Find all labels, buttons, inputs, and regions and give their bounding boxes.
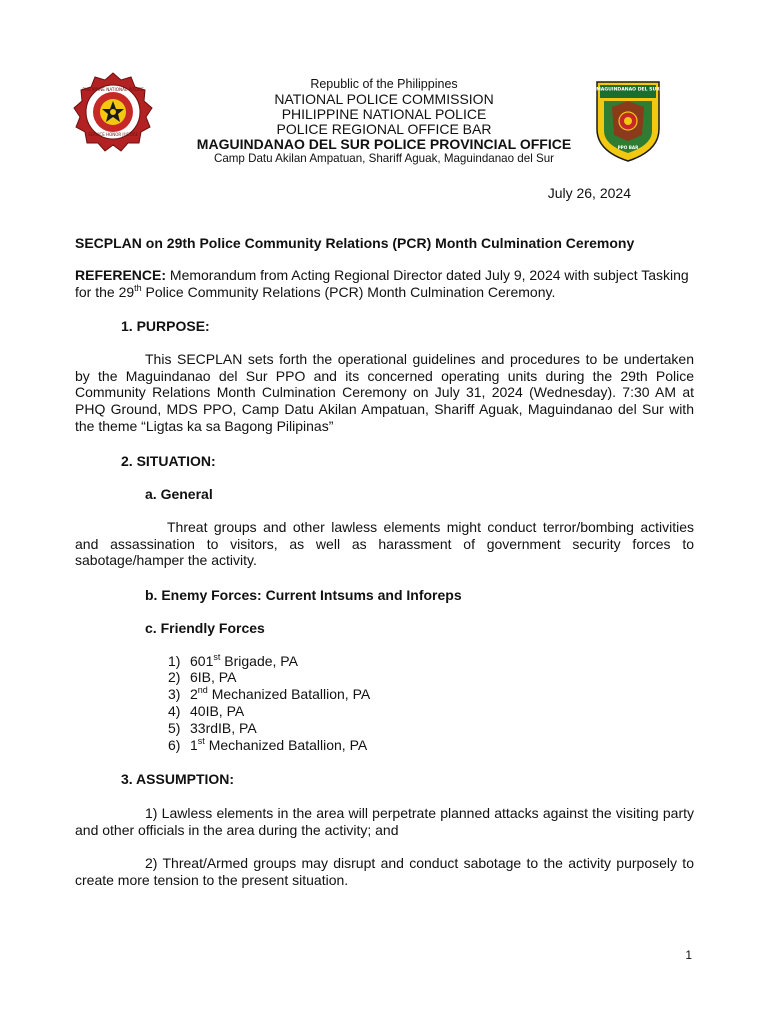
letterhead-napolcom: NATIONAL POLICE COMMISSION: [274, 91, 494, 107]
list-item: 6) 1st Mechanized Batallion, PA: [168, 736, 368, 753]
reference-label: REFERENCE:: [75, 267, 167, 283]
assumption-item-2: 2) Threat/Armed groups may disrupt and conduct sabotage to the activity purposely to create more tension to the present situation.: [75, 855, 694, 888]
page-number: 1: [685, 948, 692, 962]
letterhead-regional-office: POLICE REGIONAL OFFICE BAR: [276, 121, 492, 137]
situation-friendly-heading: c. Friendly Forces: [145, 620, 265, 636]
situation-general-body: Threat groups and other lawless elements might conduct terror/bombing activities and assassination to visitors, as well as harassment of government security forces to sabotage/hamper the activity.: [75, 519, 694, 569]
reference-paragraph: [75, 267, 694, 300]
document-date: July 26, 2024: [547, 185, 631, 201]
letterhead-republic: Republic of the Philippines: [310, 77, 458, 91]
list-item: 3) 2nd Mechanized Batallion, PA: [168, 685, 371, 702]
badge-bottom-text: PPO BAR: [617, 145, 639, 150]
situation-general-heading: a. General: [145, 486, 213, 502]
reference-text-b: Police Community Relations (PCR) Month Culmination Ceremony.: [141, 283, 556, 300]
purpose-heading: 1. PURPOSE:: [121, 318, 210, 334]
letterhead-address: Camp Datu Akilan Ampatuan, Shariff Aguak, Maguindanao del Sur: [213, 152, 555, 165]
list-item: 5) 33rdIB, PA: [168, 720, 257, 736]
list-item: 1) 601st Brigade, PA: [168, 652, 298, 669]
purpose-body: This SECPLAN sets forth the operational guidelines and procedures to be undertaken by the Maguindanao del Sur PPO and its concerned operating units during the 29th Police Community Relations Month Culmination Ceremony on July 31, 2024 (Wednesday). 7:30 AM at PHQ Ground, MDS PPO, Camp Datu Akilan Ampatuan, Shariff Aguak, Maguindanao del Sur with the theme “Ligtas ka sa Bagong Pilipinas”: [75, 351, 694, 434]
assumption-heading: 3. ASSUMPTION:: [121, 771, 235, 787]
situation-enemy-heading: b. Enemy Forces: Current Intsums and Inforeps: [145, 587, 462, 603]
pnp-seal-motto-text: SERVICE HONOR JUSTICE: [87, 132, 139, 137]
list-item: 4) 40IB, PA: [168, 703, 245, 719]
letterhead-pnp: PHILIPPINE NATIONAL POLICE: [281, 106, 487, 122]
list-item: 2) 6IB, PA: [168, 669, 237, 685]
document-title: SECPLAN on 29th Police Community Relations (PCR) Month Culmination Ceremony: [75, 235, 635, 251]
situation-heading: 2. SITUATION:: [121, 453, 216, 469]
assumption-item-1: 1) Lawless elements in the area will perpetrate planned attacks against the visiting party and other officials in the area during the activity; and: [75, 805, 694, 838]
badge-top-text: MAGUINDANAO DEL SUR: [596, 87, 660, 93]
reference-sup: th: [134, 282, 142, 293]
pnp-seal-ring-text: PHILIPPINE NATIONAL POLICE: [82, 87, 144, 92]
letterhead-provincial-office: MAGUINDANAO DEL SUR POLICE PROVINCIAL OFFICE: [196, 136, 572, 152]
reference-text-a: Memorandum from Acting Regional Director dated July 9, 2024 with subject Tasking for the 29: [75, 267, 689, 300]
